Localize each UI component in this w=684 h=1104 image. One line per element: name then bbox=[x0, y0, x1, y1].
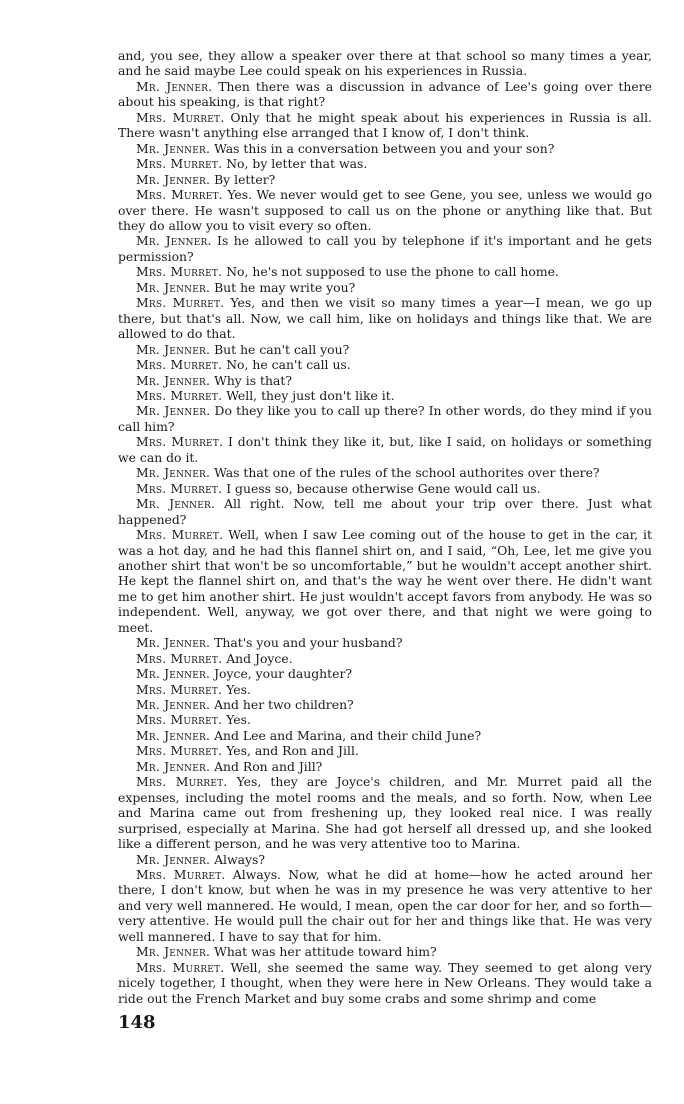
paragraph-text: and, you see, they allow a speaker over there at that school so many times a year, and he said maybe Lee could speak on his experiences in Russia. bbox=[118, 48, 652, 79]
paragraph-text: And Lee and Marina, and their child June? bbox=[214, 727, 482, 743]
paragraph-text: Joyce, your daughter? bbox=[214, 666, 353, 682]
paragraph-text: Well, they just don't like it. bbox=[226, 387, 395, 403]
transcript-paragraph bbox=[118, 156, 652, 171]
speaker-label: Mr. Jenner. bbox=[136, 140, 211, 156]
speaker-label: Mrs. Murret. bbox=[136, 156, 223, 172]
paragraph-text: Do they like you to call up there? In other words, do they mind if you call him? bbox=[118, 403, 652, 434]
transcript-paragraph bbox=[118, 697, 652, 712]
speaker-label: Mr. Jenner. bbox=[136, 465, 211, 481]
transcript-paragraph bbox=[118, 759, 652, 774]
speaker-label: Mr. Jenner. bbox=[136, 78, 213, 94]
speaker-label: Mrs. Murret. bbox=[136, 187, 223, 203]
transcript-paragraph bbox=[118, 465, 652, 480]
transcript-paragraph bbox=[118, 635, 652, 650]
transcript-paragraph bbox=[118, 527, 652, 635]
speaker-label: Mrs. Murret. bbox=[136, 109, 225, 125]
speaker-label: Mrs. Murret. bbox=[136, 527, 224, 543]
paragraph-text: Always. Now, what he did at home—how he acted around her there, I don't know, but when he was in my presence he was very attentive to her and very well mannered. He would, I mean, open the car door for her, and so forth—very attentive. He would pull the chair out for her and things like that. He was very well mannered. I have to say that for him. bbox=[118, 867, 652, 944]
paragraph-text: Yes. bbox=[226, 712, 251, 728]
transcript-paragraph bbox=[118, 651, 652, 666]
transcript-paragraph bbox=[118, 434, 652, 465]
speaker-label: Mr. Jenner. bbox=[136, 635, 211, 651]
speaker-label: Mrs. Murret. bbox=[136, 264, 223, 280]
paragraph-text: That's you and your husband? bbox=[214, 635, 403, 651]
paragraph-text: Yes, and Ron and Jill. bbox=[226, 743, 359, 759]
transcript-paragraph bbox=[118, 743, 652, 758]
paragraph-text: And her two children? bbox=[214, 697, 354, 713]
paragraph-text: I guess so, because otherwise Gene would call us. bbox=[226, 480, 541, 496]
transcript-paragraph bbox=[118, 728, 652, 743]
speaker-label: Mrs. Murret. bbox=[136, 712, 223, 728]
transcript-paragraph bbox=[118, 373, 652, 388]
paragraph-text: No, he's not supposed to use the phone to call home. bbox=[226, 264, 559, 280]
transcript-paragraph bbox=[118, 944, 652, 959]
paragraph-text: By letter? bbox=[214, 171, 276, 187]
paragraph-text: And Ron and Jill? bbox=[214, 758, 323, 774]
speaker-label: Mr. Jenner. bbox=[136, 233, 212, 249]
transcript-paragraph bbox=[118, 264, 652, 279]
transcript-paragraph bbox=[118, 187, 652, 233]
transcript-paragraph bbox=[118, 295, 652, 341]
testimony-text bbox=[118, 48, 652, 1006]
transcript-paragraph bbox=[118, 48, 652, 79]
paragraph-text: Well, she seemed the same way. They seemed to get along very nicely together, I thought, when they were here in New Orleans. They would take a ride out the French Market and buy some crabs and some shrimp and come bbox=[118, 959, 652, 1006]
paragraph-text: Yes, and then we visit so many times a year—I mean, we go up there, but that's all. Now, we call him, like on holidays and things like that. We are allowed to do that. bbox=[118, 295, 652, 342]
paragraph-text: Was this in a conversation between you and your son? bbox=[214, 140, 555, 156]
speaker-label: Mrs. Murret. bbox=[136, 357, 223, 373]
paragraph-text: Why is that? bbox=[214, 372, 292, 388]
paragraph-text: Always? bbox=[214, 851, 265, 867]
paragraph-text: All right. Now, tell me about your trip over there. Just what happened? bbox=[118, 496, 652, 527]
speaker-label: Mr. Jenner. bbox=[136, 496, 216, 512]
transcript-paragraph bbox=[118, 280, 652, 295]
paragraph-text: What was her attitude toward him? bbox=[214, 944, 437, 960]
paragraph-text: But he may write you? bbox=[214, 279, 356, 295]
paragraph-text: But he can't call you? bbox=[214, 341, 350, 357]
transcript-paragraph bbox=[118, 682, 652, 697]
speaker-label: Mr. Jenner. bbox=[136, 171, 211, 187]
speaker-label: Mr. Jenner. bbox=[136, 403, 211, 419]
speaker-label: Mr. Jenner. bbox=[136, 372, 211, 388]
speaker-label: Mrs. Murret. bbox=[136, 480, 223, 496]
speaker-label: Mr. Jenner. bbox=[136, 666, 211, 682]
transcript-paragraph bbox=[118, 342, 652, 357]
paragraph-text: And Joyce. bbox=[226, 650, 293, 666]
speaker-label: Mr. Jenner. bbox=[136, 341, 211, 357]
paragraph-text: No, by letter that was. bbox=[226, 156, 368, 172]
speaker-label: Mrs. Murret. bbox=[136, 959, 225, 975]
paragraph-text: Was that one of the rules of the school authorites over there? bbox=[214, 465, 600, 481]
transcript-paragraph bbox=[118, 852, 652, 867]
speaker-label: Mrs. Murret. bbox=[136, 867, 226, 883]
paragraph-text: No, he can't call us. bbox=[226, 357, 351, 373]
transcript-paragraph bbox=[118, 496, 652, 527]
transcript-paragraph bbox=[118, 960, 652, 1006]
transcript-paragraph bbox=[118, 481, 652, 496]
transcript-paragraph bbox=[118, 403, 652, 434]
paragraph-text: Yes. We never would get to see Gene, you see, unless we would go over there. He wasn't supposed to call us on the phone or anything like that. But they do allow you to visit every so often. bbox=[118, 187, 652, 233]
paragraph-text: Only that he might speak about his experiences in Russia is all. There wasn't anything else arranged that I know of, I don't think. bbox=[118, 109, 652, 141]
paragraph-text: Is he allowed to call you by telephone if it's important and he gets permission? bbox=[118, 233, 652, 264]
transcript-paragraph bbox=[118, 233, 652, 264]
transcript-paragraph bbox=[118, 172, 652, 187]
speaker-label: Mrs. Murret. bbox=[136, 387, 223, 403]
transcript-paragraph bbox=[118, 110, 652, 141]
speaker-label: Mr. Jenner. bbox=[136, 279, 211, 295]
transcript-paragraph bbox=[118, 388, 652, 403]
speaker-label: Mr. Jenner. bbox=[136, 697, 211, 713]
speaker-label: Mrs. Murret. bbox=[136, 295, 225, 311]
paragraph-text: I don't think they like it, but, like I said, on holidays or something we can do it. bbox=[118, 434, 652, 465]
speaker-label: Mrs. Murret. bbox=[136, 743, 223, 759]
speaker-label: Mr. Jenner. bbox=[136, 727, 211, 743]
paragraph-text: Yes. bbox=[226, 681, 251, 697]
paragraph-text: Well, when I saw Lee coming out of the house to get in the car, it was a hot day, and he had this flannel shirt on, and I said, “Oh, Lee, let me give you another shirt that won't be so uncomfortable,” but he wouldn't accept another shirt. He kept the flannel shirt on, and that's the way he went over there. He didn't want me to get him another shirt. He just wouldn't accept favors from anybody. He was so independent. Well, anyway, we got over there, and that night we were going to meet. bbox=[118, 527, 652, 635]
speaker-label: Mrs. Murret. bbox=[136, 434, 224, 450]
speaker-label: Mr. Jenner. bbox=[136, 851, 211, 867]
speaker-label: Mrs. Murret. bbox=[136, 774, 228, 790]
transcript-paragraph bbox=[118, 79, 652, 110]
transcript-paragraph bbox=[118, 867, 652, 944]
transcript-paragraph bbox=[118, 357, 652, 372]
speaker-label: Mr. Jenner. bbox=[136, 944, 211, 960]
transcript-paragraph bbox=[118, 666, 652, 681]
speaker-label: Mr. Jenner. bbox=[136, 758, 211, 774]
transcript-paragraph bbox=[118, 141, 652, 156]
paragraph-text: Then there was a discussion in advance of Lee's going over there about his speaking, is that right? bbox=[118, 78, 652, 110]
speaker-label: Mrs. Murret. bbox=[136, 681, 223, 697]
page-number: 148 bbox=[118, 1012, 156, 1033]
speaker-label: Mrs. Murret. bbox=[136, 650, 223, 666]
transcript-paragraph bbox=[118, 774, 652, 851]
transcript-paragraph bbox=[118, 712, 652, 727]
paragraph-text: Yes, they are Joyce's children, and Mr. Murret paid all the expenses, including the motel rooms and the meals, and so forth. Now, when Lee and Marina came out from freshening up, they looked real nice. I was really surprised, especially at Marina. She had got herself all dressed up, and she looked like a different person, and he was very attentive too to Marina. bbox=[118, 774, 652, 852]
